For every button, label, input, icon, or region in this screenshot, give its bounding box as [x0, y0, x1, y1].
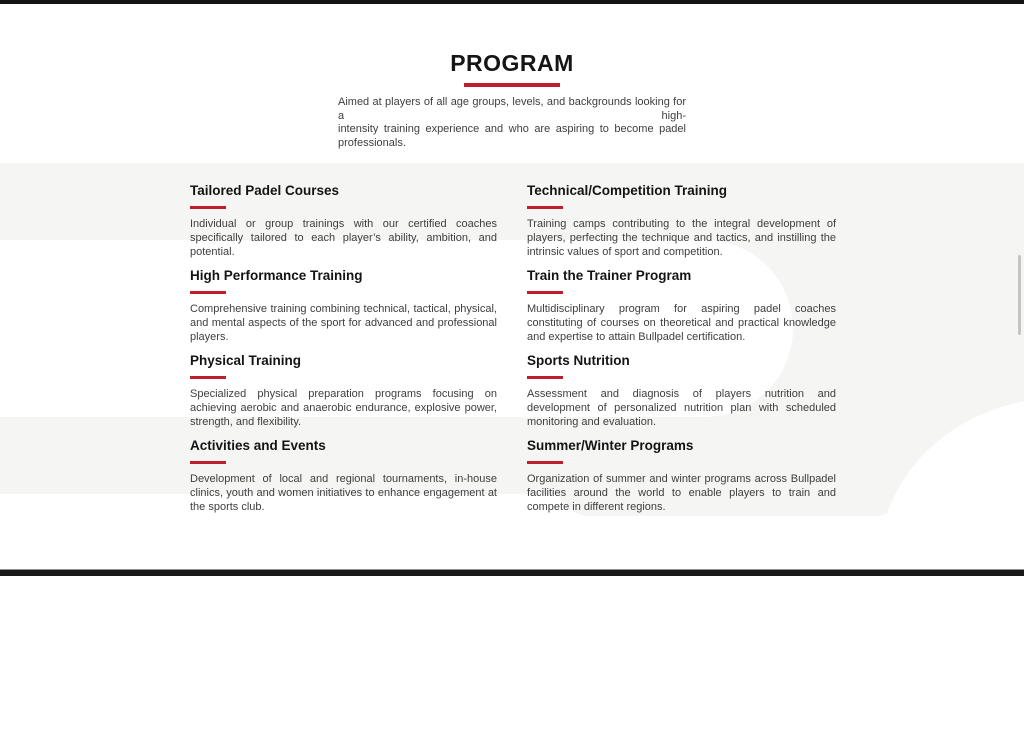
program-card-title: Sports Nutrition [527, 353, 630, 368]
scrollbar-thumb[interactable] [1018, 255, 1021, 335]
program-card-title: Physical Training [190, 353, 302, 368]
section-subtitle [338, 96, 686, 150]
program-card-title: Technical/Competition Training [527, 183, 728, 198]
subtitle-line-1: Aimed at players of all age groups, levels, and backgrounds looking for a high- [338, 96, 686, 122]
card-red-underline [527, 206, 563, 209]
card-red-underline [527, 461, 563, 464]
card-red-underline [527, 291, 563, 294]
program-card-title: Tailored Padel Courses [190, 183, 340, 198]
program-card-description: Training camps contributing to the integral development of players, perfecting the technique and tactics, and instilling the intrinsic values of sport and competition. [527, 218, 836, 258]
program-card-tailored-padel-courses [190, 183, 497, 258]
bottom-divider-bar [0, 569, 1024, 576]
program-card-description: Specialized physical preparation programs focusing on achieving aerobic and anaerobic endurance, explosive power, strength, and flexibility. [190, 388, 497, 428]
program-card-description: Comprehensive training combining technical, tactical, physical, and mental aspects of the sport for advanced and professional players. [190, 303, 497, 343]
program-card-description: Assessment and diagnosis of players nutrition and development of personalized nutrition plan with scheduled monitoring and evaluation. [527, 388, 836, 428]
page-title: PROGRAM [450, 50, 574, 76]
card-red-underline [190, 206, 226, 209]
program-card-description: Organization of summer and winter programs across Bullpadel facilities around the world to enable players to train and compete in different regions. [527, 473, 836, 513]
card-red-underline [190, 376, 226, 379]
program-section-header [0, 50, 1024, 150]
program-card-technical-competition-training [527, 183, 836, 258]
title-underline [464, 83, 560, 87]
program-card-description: Multidisciplinary program for aspiring padel coaches constituting of courses on theoretical and practical knowledge and expertise to attain Bullpadel certification. [527, 303, 836, 343]
program-card-title: High Performance Training [190, 268, 363, 283]
program-card-high-performance-training [190, 268, 497, 343]
program-grid [190, 183, 836, 513]
top-divider-bar [0, 0, 1024, 4]
program-card-physical-training [190, 353, 497, 428]
program-card-sports-nutrition [527, 353, 836, 428]
program-card-description: Development of local and regional tournaments, in-house clinics, youth and women initiatives to enhance engagement at the sports club. [190, 473, 497, 513]
program-card-title: Train the Trainer Program [527, 268, 692, 283]
program-card-activities-and-events [190, 438, 497, 513]
program-card-description: Individual or group trainings with our certified coaches specifically tailored to each player’s ability, ambition, and potential. [190, 218, 497, 258]
program-card-train-the-trainer [527, 268, 836, 343]
subtitle-line-2: intensity training experience and who are aspiring to become padel professionals. [338, 123, 686, 149]
program-card-summer-winter-programs [527, 438, 836, 513]
card-red-underline [190, 461, 226, 464]
program-card-title: Activities and Events [190, 438, 326, 453]
card-red-underline [190, 291, 226, 294]
program-card-title: Summer/Winter Programs [527, 438, 694, 453]
card-red-underline [527, 376, 563, 379]
